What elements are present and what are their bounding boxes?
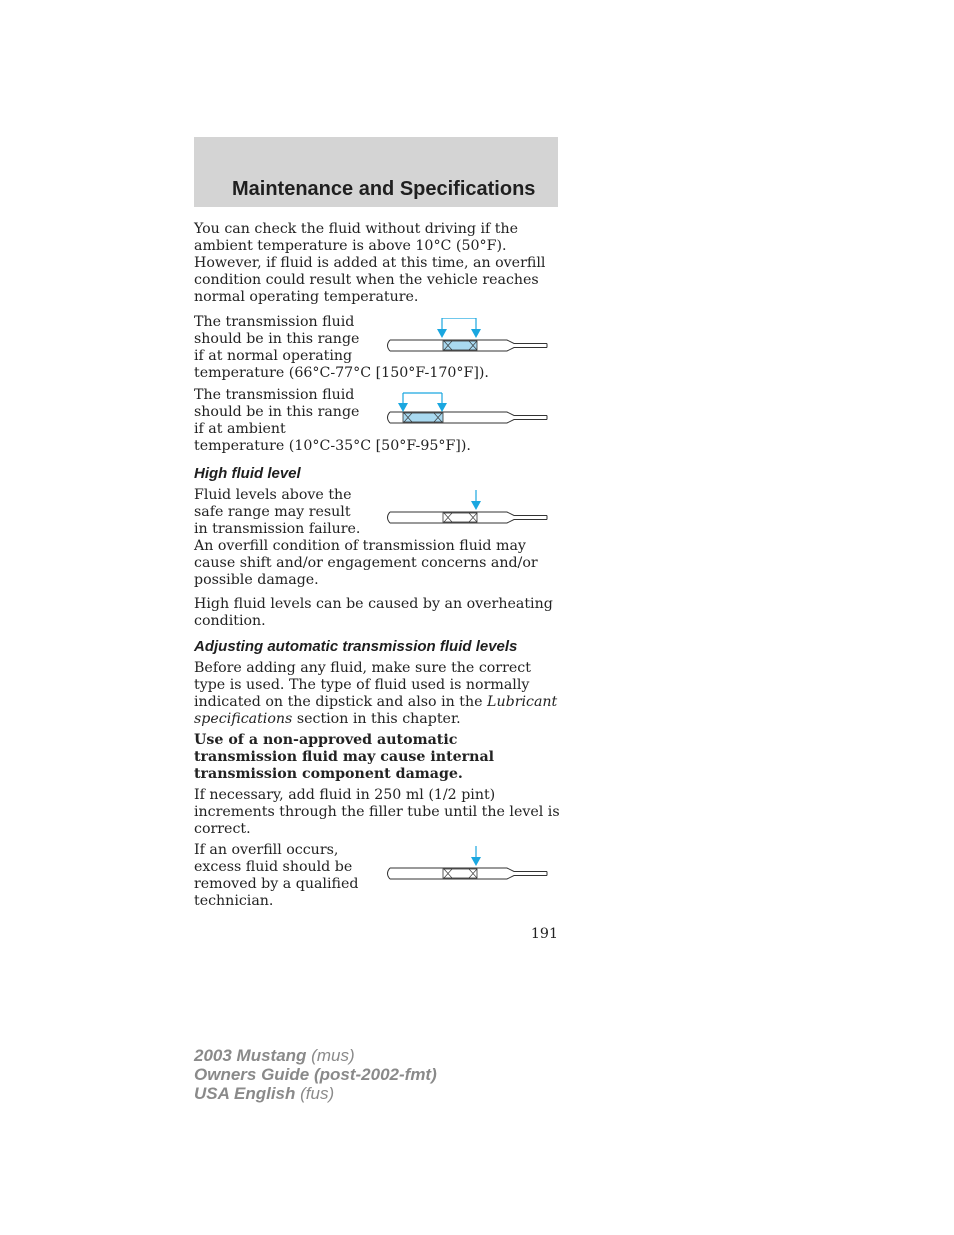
overfill-line-2: excess fluid should be xyxy=(194,859,353,875)
footer-model: 2003 Mustang xyxy=(194,1046,307,1065)
fluid-type-text-b: section in this chapter. xyxy=(292,711,461,727)
ambient-range-line-2: should be in this range xyxy=(194,404,360,420)
overfill-line-4: technician. xyxy=(194,893,274,909)
intro-paragraph: You can check the fluid without driving if the ambient temperature is above 10°C (50°F). However, if fluid is added at this time, an overfill condition could result when the vehicle reaches normal operating temperature. xyxy=(194,221,546,305)
ambient-range-band xyxy=(403,413,443,422)
high-fluid-line-3: in transmission failure. xyxy=(194,521,361,537)
dipstick-ambient-range-illustration xyxy=(384,390,550,428)
ambient-range-line-3: if at ambient xyxy=(194,421,286,437)
normal-range-line-1: The transmission fluid xyxy=(194,314,355,330)
range-arrow-icon xyxy=(398,403,447,412)
footer-line-1 xyxy=(194,1046,437,1065)
footer-language-code: (fus) xyxy=(295,1084,335,1103)
range-bracket-icon xyxy=(442,318,476,330)
add-fluid-paragraph: If necessary, add fluid in 250 ml (1/2 pint) increments through the filler tube until the level is correct. xyxy=(194,787,560,837)
footer-language: USA English xyxy=(194,1084,296,1103)
fluid-warning: Use of a non-approved automatic transmission fluid may cause internal transmission component damage. xyxy=(194,732,495,782)
dipstick-overfill-illustration xyxy=(384,846,550,884)
normal-range-line-3: if at normal operating xyxy=(194,348,353,364)
fluid-type-paragraph xyxy=(194,660,560,728)
overfill-line-1: If an overfill occurs, xyxy=(194,842,339,858)
normal-range-line-4: temperature (66°C-77°C [150°F-170°F]). xyxy=(194,365,489,381)
footer-model-code: (mus) xyxy=(306,1046,355,1065)
dipstick-normal-range-illustration xyxy=(384,318,550,356)
adjusting-heading: Adjusting automatic transmission fluid levels xyxy=(194,638,518,655)
level-arrow-icon xyxy=(471,501,481,510)
overfill-line-3: removed by a qualified xyxy=(194,876,359,892)
lubricant-specifications-reference: Lubricant specifications xyxy=(194,694,558,727)
section-title: Maintenance and Specifications xyxy=(232,178,536,200)
level-arrow-icon xyxy=(471,857,481,866)
overheating-paragraph: High fluid levels can be caused by an overheating condition. xyxy=(194,596,553,629)
normal-range-line-2: should be in this range xyxy=(194,331,360,347)
dipstick-high-level-illustration xyxy=(384,490,550,528)
footer-guide: Owners Guide (post-2002-fmt) xyxy=(194,1065,437,1084)
footer-line-3 xyxy=(194,1084,437,1103)
overfill-paragraph: An overfill condition of transmission fluid may cause shift and/or engagement concerns and/or possible damage. xyxy=(194,538,538,588)
ambient-range-line-4: temperature (10°C-35°C [50°F-95°F]). xyxy=(194,438,471,454)
footer-line-2 xyxy=(194,1065,437,1084)
section-header xyxy=(194,137,558,207)
document-footer xyxy=(194,1046,437,1103)
high-fluid-line-1: Fluid levels above the xyxy=(194,487,352,503)
fluid-type-text-a: Before adding any fluid, make sure the correct type is used. The type of fluid used is normally indicated on the dipstick and also in the xyxy=(194,660,531,710)
range-arrow-icon xyxy=(437,329,481,338)
range-bracket-icon xyxy=(403,393,442,404)
ambient-range-line-1: The transmission fluid xyxy=(194,387,355,403)
high-fluid-line-2: safe range may result xyxy=(194,504,351,520)
page-number: 191 xyxy=(530,926,558,942)
high-fluid-heading: High fluid level xyxy=(194,465,301,482)
